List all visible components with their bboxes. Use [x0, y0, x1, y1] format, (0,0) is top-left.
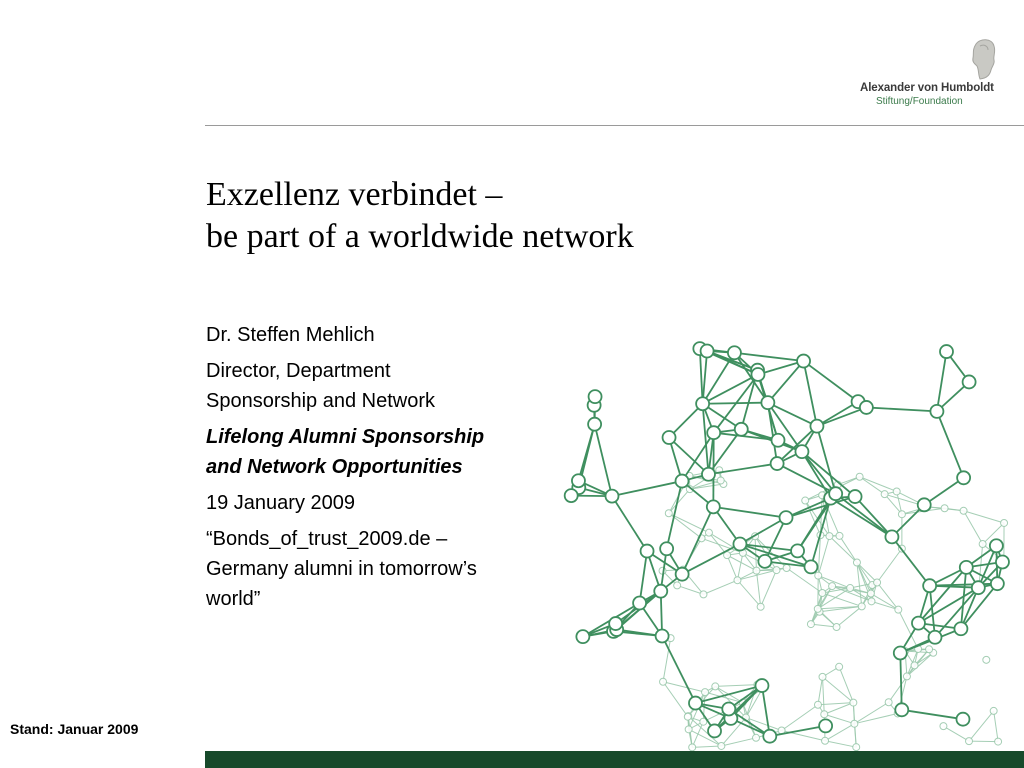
slide-title-line-2: be part of a worldwide network [206, 218, 634, 255]
bg-node [851, 720, 858, 727]
fg-node [576, 630, 589, 643]
bg-node [689, 744, 696, 751]
fg-link [804, 361, 859, 402]
bg-node [990, 707, 997, 714]
bg-node [893, 488, 900, 495]
fg-node [849, 490, 862, 503]
fg-node [957, 471, 970, 484]
bg-node [819, 673, 826, 680]
bg-link [994, 711, 998, 742]
bg-link [787, 568, 823, 593]
fg-node [641, 545, 654, 558]
bg-node [807, 621, 814, 628]
presentation-date: 19 January 2009 [206, 492, 356, 514]
presenter-info [206, 320, 566, 620]
fg-link [937, 411, 964, 477]
fg-node [954, 622, 967, 635]
bg-link [737, 553, 742, 580]
bg-node [718, 742, 725, 749]
bg-link [782, 705, 818, 731]
fg-node [929, 631, 942, 644]
fg-link [804, 361, 817, 426]
event-line-3: world” [206, 588, 261, 610]
bg-node [819, 590, 826, 597]
fg-link [595, 424, 612, 496]
bg-node [979, 541, 986, 548]
fg-node [609, 617, 622, 630]
event-line-2: Germany alumni in tomorrow’s [206, 558, 477, 580]
bg-link [705, 692, 743, 702]
bg-link [871, 601, 898, 609]
fg-node [565, 489, 578, 502]
bg-node [826, 533, 833, 540]
fg-node [829, 487, 842, 500]
bg-link [818, 677, 823, 705]
bg-node [705, 529, 712, 536]
fg-link [612, 481, 682, 496]
bg-node [702, 689, 709, 696]
bg-node [895, 606, 902, 613]
fg-node [751, 368, 764, 381]
bg-link [703, 580, 737, 594]
fg-link [734, 353, 803, 361]
bg-link [969, 711, 994, 741]
bg-node [995, 738, 1002, 745]
fg-node [728, 346, 741, 359]
fg-node [588, 418, 601, 431]
fg-node [707, 426, 720, 439]
bg-node [753, 734, 760, 741]
fg-node [689, 697, 702, 710]
fg-node [960, 561, 973, 574]
bg-link [823, 677, 825, 714]
bg-node [829, 583, 836, 590]
fg-node [912, 617, 925, 630]
fg-node [676, 568, 689, 581]
fg-node [772, 434, 785, 447]
fg-node [972, 581, 985, 594]
fg-node [589, 390, 602, 403]
fg-link [713, 507, 786, 518]
bg-link [715, 685, 757, 687]
bg-link [756, 571, 760, 607]
bg-node [983, 656, 990, 663]
fg-node [758, 555, 771, 568]
fg-link [902, 710, 963, 719]
fg-node [860, 401, 873, 414]
fg-link [682, 544, 740, 574]
bg-node [858, 603, 865, 610]
slide-title-line-1: Exzellenz verbindet – [206, 176, 503, 213]
bg-link [829, 536, 856, 562]
fg-node [605, 490, 618, 503]
fg-link [817, 407, 866, 426]
slide-title [206, 174, 634, 258]
bg-node [821, 711, 828, 718]
bg-node [853, 559, 860, 566]
bg-node [814, 701, 821, 708]
bg-node [850, 699, 857, 706]
bg-link [692, 746, 721, 747]
bg-node [712, 683, 719, 690]
fg-node [696, 397, 709, 410]
bg-link [854, 702, 888, 723]
bg-link [761, 570, 777, 607]
fg-node [791, 544, 804, 557]
bg-node [815, 572, 822, 579]
bg-node [926, 646, 933, 653]
bg-node [856, 473, 863, 480]
bg-node [757, 603, 764, 610]
fg-node [923, 579, 936, 592]
bg-node [833, 624, 840, 631]
fg-link [817, 426, 836, 494]
bg-node [685, 726, 692, 733]
fg-node [654, 585, 667, 598]
fg-link [703, 351, 707, 404]
humboldt-portrait-icon [966, 38, 1000, 80]
fg-link [700, 349, 703, 404]
bg-node [853, 744, 860, 751]
event-name [206, 524, 566, 614]
logo-subtitle: Stiftung/Foundation [876, 96, 963, 107]
presenter-role-line-1: Director, Department [206, 360, 391, 382]
fg-node [894, 646, 907, 659]
fg-node [930, 405, 943, 418]
fg-node [676, 475, 689, 488]
fg-node [885, 530, 898, 543]
fg-link [640, 551, 647, 603]
fg-link [866, 407, 937, 411]
bg-node [868, 598, 875, 605]
bg-link [692, 722, 703, 748]
fg-link [703, 403, 768, 404]
bg-node [960, 507, 967, 514]
bg-node [753, 567, 760, 574]
fg-node [895, 703, 908, 716]
bg-link [727, 555, 737, 580]
fg-node [701, 345, 714, 358]
bg-node [874, 579, 881, 586]
bg-link [877, 582, 898, 609]
bg-node [898, 511, 905, 518]
fg-node [733, 537, 746, 550]
fg-node [707, 500, 720, 513]
bg-node [717, 477, 724, 484]
bg-link [854, 713, 897, 723]
fg-node [761, 396, 774, 409]
topic-line-2: and Network Opportunities [206, 456, 463, 478]
presenter-role [206, 356, 566, 416]
bg-node [903, 673, 910, 680]
event-line-1: “Bonds_of_trust_2009.de – [206, 528, 448, 550]
bg-node [940, 723, 947, 730]
bg-node [881, 491, 888, 498]
fg-node [956, 713, 969, 726]
fg-node [940, 345, 953, 358]
fg-link [578, 424, 594, 481]
bg-node [665, 510, 672, 517]
bg-node [814, 605, 821, 612]
fg-node [804, 560, 817, 573]
fg-node [797, 355, 810, 368]
presenter-role-line-2: Sponsorship and Network [206, 390, 436, 412]
bg-node [847, 585, 854, 592]
bg-link [877, 549, 902, 583]
foundation-logo [858, 38, 1008, 110]
bg-node [802, 497, 809, 504]
fg-node [656, 629, 669, 642]
bg-node [660, 678, 667, 685]
fg-node [702, 468, 715, 481]
fg-node [991, 577, 1004, 590]
fg-link [892, 537, 930, 586]
presentation-topic [206, 422, 566, 482]
fg-node [771, 457, 784, 470]
fg-link [612, 496, 647, 551]
fg-node [633, 597, 646, 610]
logo-name: Alexander von Humboldt [860, 82, 994, 94]
bg-node [885, 699, 892, 706]
bg-node [966, 738, 973, 745]
bg-link [755, 536, 756, 570]
fg-node [735, 423, 748, 436]
bg-node [674, 582, 681, 589]
bg-node [783, 565, 790, 572]
fg-node [708, 724, 721, 737]
footer-bar [205, 751, 1024, 768]
fg-node [963, 375, 976, 388]
fg-node [763, 730, 776, 743]
fg-link [937, 352, 947, 412]
fg-node [819, 719, 832, 732]
header-divider [205, 125, 1024, 126]
fg-link [662, 636, 695, 703]
bg-node [941, 505, 948, 512]
bg-node [684, 713, 691, 720]
bg-link [818, 586, 832, 609]
fg-node [722, 702, 735, 715]
bg-link [825, 741, 856, 747]
bg-link [737, 580, 760, 607]
fg-node [918, 498, 931, 511]
fg-node [780, 511, 793, 524]
fg-node [663, 431, 676, 444]
stand-date: Stand: Januar 2009 [10, 721, 139, 737]
fg-node [996, 555, 1009, 568]
network-graphic [540, 290, 1024, 752]
bg-node [1001, 519, 1008, 526]
fg-node [572, 474, 585, 487]
fg-link [768, 361, 804, 403]
presenter-name: Dr. Steffen Mehlich [206, 324, 375, 346]
fg-link [762, 686, 770, 737]
fg-link [836, 494, 892, 537]
fg-node [810, 420, 823, 433]
fg-link [777, 464, 836, 494]
bg-link [857, 563, 877, 583]
fg-node [755, 679, 768, 692]
fg-link [918, 567, 966, 623]
bg-node [822, 737, 829, 744]
bg-node [734, 577, 741, 584]
bg-node [911, 662, 918, 669]
bg-node [836, 532, 843, 539]
fg-node [990, 539, 1003, 552]
fg-link [930, 586, 935, 638]
bg-node [773, 567, 780, 574]
bg-node [836, 663, 843, 670]
bg-node [700, 591, 707, 598]
bg-link [943, 726, 969, 741]
bg-node [867, 590, 874, 597]
bg-link [839, 536, 856, 563]
fg-node [795, 445, 808, 458]
fg-node [660, 542, 673, 555]
bg-link [721, 738, 756, 746]
topic-line-1: Lifelong Alumni Sponsorship [206, 426, 485, 448]
